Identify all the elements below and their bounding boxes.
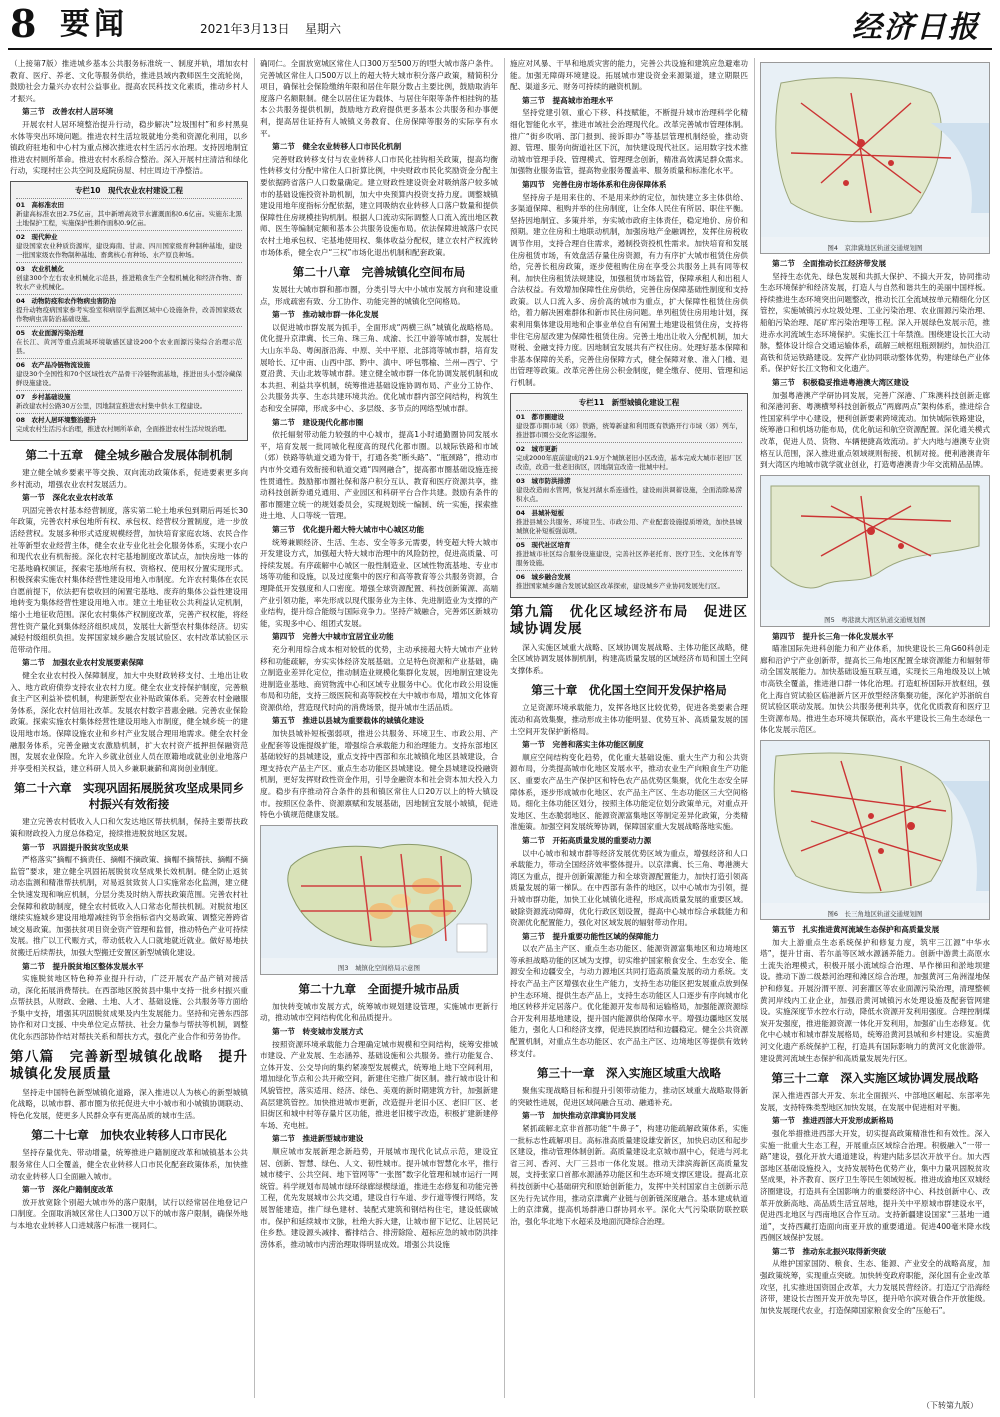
- box-row-title: 02 城市更新: [516, 444, 558, 453]
- paragraph: 以农产品主产区、重点生态功能区、能源资源富集地区和边境地区等承担战略功能的区域为支撑，切实维护国家粮食安全、生态安全、能源安全和边疆安全，与动力源地区共同打造高质量发展的动力系统。支持农产品主产区增强农业生产能力，支持生态功能区把发展重点放到保护生态环境、提供生态产品上，支持生态功能区人口逐步有序向城市化地区转移并定居落户。优化能源开发布局和运输格局，加强能源资源综合开发利用基地建设，提升国内能源供给保障水平。增强边疆地区发展能力，强化人口和经济支撑，促进民族团结和边疆稳定。健全公共资源配置机制，对重点生态功能区、农产品主产区、边境地区等提供有效转移支付。: [510, 944, 748, 1058]
- paragraph: 加快县城补短板强弱项，推进公共服务、环境卫生、市政公用、产业配套等设施提级扩能，增强综合承载能力和治理能力。支持东部地区基础较好的县城建设，重点支持中西部和东北城镇化地区县城建设，合理支持农产品主产区、重点生态功能区县城建设。健全县城建设投融资机制，更好发挥财政性资金作用，引导金融资本和社会资本加大投入力度。稳步有序推动符合条件的县和镇区常住人口20万以上的特大镇设市。按照区位条件、资源禀赋和发展基础，因地制宜发展小城镇，促进特色小镇规范健康发展。: [260, 729, 498, 820]
- box-row: [16, 294, 242, 326]
- paragraph: 开展农村人居环境整治提升行动，稳步解决“垃圾围村”和乡村黑臭水体等突出环境问题。推进农村生活垃圾就地分类和资源化利用，以乡镇政府驻地和中心村为重点梯次推进农村生活污水治理。支持因地制宜推进农村厕所革命。推进农村水系综合整治。深入开展村庄清洁和绿化行动，实现村庄公共空间及庭院房屋、村庄周边干净整洁。: [10, 119, 248, 176]
- box-row: [16, 413, 242, 436]
- paragraph: 聚焦实现战略目标和提升引领带动能力，推动区域重大战略取得新的突破性进展，促进区域间融合互动、融通补充。: [510, 1086, 748, 1107]
- section-heading: 第三节 优化提升超大特大城市中心城区功能: [272, 524, 425, 534]
- chapter-heading: 第三十二章 深入实施区域协调发展战略: [771, 1071, 979, 1086]
- paragraph: 建立健全城乡要素平等交换、双向流动政策体系，促进要素更多向乡村流动，增强农业农村发展活力。: [10, 467, 248, 489]
- masthead-logo: 经济日报: [852, 10, 980, 45]
- box-row-text: 推进县城公共服务、环境卫生、市政公用、产业配套设施提质增效，加快县城城镇化补短板强弱项。: [516, 517, 742, 535]
- paragraph: 坚持房子是用来住的、不是用来炒的定位，加快建立多主体供给、多渠道保障、租购并举的住房制度，让全体人民住有所居、职住平衡。坚持因地制宜、多策并举，夯实城市政府主体责任，稳定地价、房价和预期。建立住房和土地联动机制，加强房地产金融调控，发挥住房税收调节作用，支持合理自住需求，遏制投资投机性需求。加快培育和发展住房租赁市场，有效盘活存量住房资源，有力有序扩大城市租赁住房供给，完善长租房政策，逐步使租购住房在享受公共服务上具有同等权利。加快住房租赁法规建设，加强租赁市场监管，保障承租人和出租人合法权益。有效增加保障性住房供给，完善住房保障基础性制度和支持政策。以人口流入多、房价高的城市为重点，扩大保障性租赁住房供给，着力解决困难群体和新市民住房问题。单列租赁住房用地计划，探索利用集体建设用地和企事业单位自有闲置土地建设租赁住房，支持将非住宅房屋改建为保障性租赁住房。完善土地出让收入分配机制，加大财税、金融支持力度。因地制宜发展共有产权住房。处理好基本保障和非基本保障的关系，完善住房保障方式，健全保障对象、准入门槛、退出管理等政策。改革完善住房公积金制度，健全缴存、使用、管理和运行机制。: [510, 192, 748, 388]
- header-rule: [8, 48, 992, 50]
- box-row-text: 推进城市社区综合服务设施建设，完善社区养老托育、医疗卫生、文化体育等服务设施。: [516, 549, 742, 567]
- paragraph: 依托辐射带动能力较强的中心城市，提高1小时通勤圈协同发展水平，培育发展一批同城化程度高的现代化都市圈。以城际铁路和市域（郊）铁路等轨道交通为骨干，打通各类“断头路”、“瓶颈路”，推动市内市外交通有效衔接和轨道交通“四网融合”，提高都市圈基础设施连接性贯通性。鼓励都市圈社保和落户积分互认、教育和医疗资源共享，推动科技创新券通兑通用、产业园区和科研平台合作共建。鼓励有条件的都市圈建立统一的规划委员会，实现规划统一编制、统一实施，探索推进土地、人口等统一管理。: [260, 430, 498, 521]
- paragraph: 放开放宽除个别超大城市外的落户限制，试行以经常居住地登记户口制度。全面取消城区常住人口300万以下的城市落户限制，确保外地与本地农业转移人口进城落户标准一视同仁。: [10, 1197, 248, 1230]
- box-title: 专栏11 新型城镇化建设工程: [578, 397, 680, 407]
- yrd-rail-map: [761, 741, 989, 903]
- column-3: [510, 58, 748, 1408]
- paragraph: 瞄准国际先进科创能力和产业体系，加快建设长三角G60科创走廊和沿沪宁产业创新带，提高长三角地区配置全球资源能力和辐射带动全国发展能力。加快基础设施互联互通，实现长三角地级及以上城市高铁全覆盖，推进港口群一体化治理。打造虹桥国际开放枢纽，强化上海自贸试验区临港新片区开放型经济集聚功能，深化沪苏浙皖自贸试验区联动发展。加快公共服务便利共享，优化优质教育和医疗卫生资源布局。推进生态环境共保联治，高水平建设长三角生态绿色一体化发展示范区。: [760, 644, 990, 735]
- section-heading: 第二节 加强农业农村发展要素保障: [22, 658, 144, 668]
- map-caption: 图6 长三角地区轨道交通规划图: [827, 909, 923, 918]
- box-row-text: 创建300个左右农业机械化示范县，推进粮食生产全程机械化和经济作物、畜牧水产业机械化。: [16, 273, 242, 291]
- chapter-heading: 第二十七章 加快农业转移人口市民化: [31, 1128, 227, 1143]
- issue-date: 2021年3月13日: [200, 22, 290, 36]
- box-row: [16, 198, 242, 230]
- box-row-text: 建设30个全国性和70个区域性农产品骨干冷链物流基地，推进田头小型冷藏保鲜设施建设。: [16, 369, 242, 387]
- box-row-title: 01 高标准农田: [16, 200, 65, 209]
- paragraph: 以中心城市和城市群等经济发展优势区域为重点，增强经济和人口承载能力，带动全国经济效率整体提升。以京津冀、长三角、粤港澳大湾区为重点，提升创新策源能力和全球资源配置能力，加快打造引领高质量发展的第一梯队。在中西部有条件的地区，以中心城市为引领，提升城市群功能，加快工业化城镇化进程，形成高质量发展的重要区域。破除资源流动障碍，优化行政区划设置，提高中心城市综合承载能力和资源优化配置能力，强化对区域发展的辐射带动作用。: [510, 848, 748, 928]
- continued-note: （下转第九版）: [922, 1401, 978, 1410]
- box-row: [516, 538, 742, 570]
- box-row-title: 05 农业面源污染治理: [16, 328, 84, 337]
- box-row-text: 建设改造雨水管网，恢复河湖水系连通性，建设雨洪调蓄设施，全面消除易涝积水点。: [516, 485, 742, 503]
- column-divider: [754, 58, 755, 1398]
- section-heading: 第一节 深化农业农村改革: [22, 493, 114, 503]
- column-divider: [504, 58, 505, 1398]
- box-row-text: 完成农村生活污水治理，推进农村厕所革命，全面推进农村生活垃圾治理。: [16, 424, 231, 433]
- box-row-text: 建设都市圈市域（郊）铁路，统筹新建和利用既有铁路开行市域（郊）列车，推进都市圈公交化客运服务。: [516, 421, 742, 439]
- paragraph: 发展壮大城市群和都市圈，分类引导大中小城市发展方向和建设重点，形成疏密有致、分工协作、功能完善的城镇化空间格局。: [260, 285, 498, 306]
- section-heading: 第二节 开拓高质量发展的重要动力源: [522, 835, 652, 845]
- box-row-title: 08 农村人居环境整治提升: [16, 415, 97, 424]
- chapter-heading: 第二十九章 全面提升城市品质: [298, 981, 460, 996]
- paragraph: 坚持存量优先、带动增量，统筹推进户籍制度改革和城镇基本公共服务常住人口全覆盖，健全农业转移人口市民化配套政策体系，加快推动农业转移人口全面融入城市。: [10, 1148, 248, 1181]
- part-heading: 第九篇 优化区域经济布局 促进区域协调发展: [510, 603, 748, 637]
- sidebar-box-11: [510, 393, 748, 598]
- section-heading: 第五节 推进以县城为重要载体的城镇化建设: [272, 716, 425, 726]
- box-row: [516, 410, 742, 442]
- section-heading: 第一节 转变城市发展方式: [272, 1027, 364, 1036]
- section-heading: 第四节 提升长三角一体化发展水平: [772, 631, 894, 641]
- section-heading: 第二节 建设现代化都市圈: [272, 417, 364, 427]
- paragraph: 统筹兼顾经济、生活、生态、安全等多元需要，转变超大特大城市开发建设方式，加强超大特大城市治理中的风险防控，促进高质量、可持续发展。有序疏解中心城区一般性制造业、区域性物流基地、专业市场等功能和设施，以及过度集中的医疗和高等教育等公共服务资源，合理降低开发强度和人口密度。增强全球资源配置、科技创新策源、高端产业引领功能，率先形成以现代服务业为主体、先进制造业为支撑的产业结构，提升综合能级与国际竞争力。坚持产城融合，完善郊区新城功能，实现多中心、组团式发展。: [260, 537, 498, 628]
- page-number: 8: [10, 1, 37, 46]
- box-row-text: 推进国家城乡融合发展试验区改革探索，建设城乡产业协同发展先行区。: [516, 581, 724, 590]
- paragraph: 确同仁。全面放宽城区常住人口300万至500万的Ⅰ型大城市落户条件。完善城区常住人口500万以上的超大特大城市积分落户政策，精简积分项目，确保社会保险缴纳年限和居住年限分数占主要比例，鼓励取消年度落户名额限制。健全以居住证为载体、与居住年限等条件相挂钩的基本公共服务提供机制，鼓励地方政府提供更多基本公共服务和办事便利，提高居住证持有人城镇义务教育、住房保障等服务的实际享有水平。: [260, 59, 498, 138]
- paragraph: 立足资源环境承载能力，发挥各地区比较优势，促进各类要素合理流动和高效集聚，推动形成主体功能明显、优势互补、高质量发展的国土空间开发保护新格局。: [510, 703, 748, 736]
- section-heading: 第三节 积极稳妥推进粤港澳大湾区建设: [772, 377, 909, 387]
- section-heading: 第三节 改善农村人居环境: [22, 107, 114, 117]
- box-row: [516, 506, 742, 538]
- box-row-title: 04 动物防疫和农作物病虫害防治: [16, 296, 117, 305]
- paragraph: 加大上游重点生态系统保护和修复力度，筑牢三江源“中华水塔”，提升甘南、若尔盖等区域水源涵养能力。创新中游黄土高原水土流失治理模式，积极开展小流域综合治理、旱作梯田和淤地坝建设。推动下游二级悬河治理和滩区综合治理，加强黄河三角洲湿地保护和修复。开展汾渭平原、河套灌区等农业面源污染治理，清理整顿黄河岸线内工业企业，加强沿黄河城镇污水处理设施及配套管网建设。实施深度节水控水行动，降低水资源开发利用强度。合理控制煤炭开发强度，推进能源资源一体化开发利用，加强矿山生态修复。优化中心城市和城市群发展格局，统筹沿黄河县城和乡村建设。实施黄河文化遗产系统保护工程，打造具有国际影响力的黄河文化旅游带。建设黄河流域生态保护和高质量发展先行区。: [760, 937, 990, 1063]
- box-row-title: 06 城乡融合发展: [516, 572, 571, 581]
- chapter-heading: 第三十章 优化国土空间开发保护格局: [531, 683, 727, 698]
- section-heading: 第一节 推动城市群一体化发展: [272, 310, 379, 320]
- gba-rail-map: [761, 476, 989, 610]
- section-heading: 第二节 推动东北振兴取得新突破: [772, 1246, 887, 1256]
- paragraph: 充分利用综合成本相对较低的优势，主动承接超大特大城市产业转移和功能疏解，夯实实体经济发展基础。立足特色资源和产业基础，确立制造业差异化定位，推动制造业规模化集群化发展，因地制宜建设先进制造业基地、商贸物流中心和区域专业服务中心。优化市政公用设施布局和功能，支持三级医院和高等院校在大中城市布局，增加文化体育资源供给，营造现代时尚的消费场景，提升城市生活品质。: [260, 644, 498, 712]
- issue-weekday: 星期六: [305, 22, 342, 36]
- box-row: [16, 262, 242, 294]
- paragraph: 坚持党建引领、重心下移、科技赋能，不断提升城市治理科学化精细化智能化水平，推进市域社会治理现代化。改革完善城市管理体制。推广“街乡吹哨、部门报到、接诉即办”等基层管理机制经验，推动资源、管理、服务向街道社区下沉，加快建设现代社区。运用数字技术推动城市管理手段、管理模式、管理理念创新，精准高效满足群众需求。加强物业服务监管，提高物业服务覆盖率、服务质量和标准化水平。: [510, 108, 748, 176]
- paragraph: 按照资源环境承载能力合理确定城市规模和空间结构，统筹安排城市建设、产业发展、生态涵养、基础设施和公共服务。推行功能复合、立体开发、公交导向的集约紧凑型发展模式，统筹地上地下空间利用，增加绿化节点和公共开敞空间，新建住宅推广街区制。推行城市设计和风貌管控，落实适用、经济、绿色、美观的新时期建筑方针，加强新建高层建筑管控。加快推进城市更新，改造提升老旧小区、老旧厂区、老旧街区和城中村等存量片区功能，推进老旧楼宇改造，积极扩建新建停车场、充电桩。: [260, 1039, 498, 1130]
- section-title: 要闻: [60, 7, 128, 42]
- box-row-title: 05 现代社区培育: [516, 540, 571, 549]
- section-heading: 第一节 推进西部大开发形成新格局: [772, 1116, 894, 1126]
- section-heading: 第一节 完善和落实主体功能区制度: [522, 740, 644, 750]
- box-row: [516, 570, 742, 593]
- box-row: [516, 442, 742, 474]
- column-1: [10, 58, 248, 1408]
- paragraph: 从维护国家国防、粮食、生态、能源、产业安全的战略高度，加强政策统筹，实现重点突破。加快转变政府职能，深化国有企业改革攻坚，扎实推进国资国企改革，大力发展民营经济。打造辽宁沿海经济带，建设长吉图开发开放先导区，提升哈尔滨对俄合作开放能级。加快发展现代农业，打造保障国家粮食安全的“压舱石”。: [760, 1259, 990, 1315]
- box-row-text: 新建高标准农田2.75亿亩，其中新增高效节水灌溉面积0.6亿亩。实施东北黑土地保护工程，实施保护性耕作面积0.9亿亩。: [16, 209, 242, 227]
- box-row: [16, 390, 242, 413]
- box-row: [16, 358, 242, 390]
- section-heading: 第一节 加快推动京津冀协同发展: [522, 1111, 637, 1121]
- map-caption: 图4 京津冀地区轨道交通规划图: [827, 243, 923, 252]
- column-2: [260, 58, 498, 1408]
- paragraph: 紧抓疏解北京非首都功能“牛鼻子”，构建功能疏解政策体系，实施一批标志性疏解项目。高标准高质量建设雄安新区，加快启动区和起步区建设，推动管理体制创新。高质量建设北京城市副中心，促进与河北省三河、香河、大厂三县市一体化发展。推动天津滨海新区高质量发展，支持张家口首都水源涵养功能区和生态环境支撑区建设。提高北京科技创新中心基础研究和原始创新能力，发挥中关村国家自主创新示范区先行先试作用，推动京津冀产业链与创新链深度融合。基本建成轨道上的京津冀，提高机场群港口群协同水平。深化大气污染联防联控联治，强化华北地下水超采及地面沉降综合治理。: [510, 1124, 748, 1226]
- paragraph: 健全农业农村投入保障制度，加大中央财政转移支付、土地出让收入、地方政府债券支持农业农村力度。健全农业支持保护制度，完善粮食主产区利益补偿机制，构建新型农业补贴政策体系。完善农村金融服务体系，深化农村信用社改革。发展农村数字普惠金融。完善农业保险政策。探索实施农村集体经营性建设用地入市制度，健全城乡统一的建设用地市场。保障设施农业和乡村产业发展合理用地需求。健全农村金融服务体系，完善金融支农激励机制，扩大农村资产抵押担保融资范围，发展农业保险。允许入乡就业创业人员在原籍地或就业创业地落户并享受相关权益，建立科研人员入乡兼职兼薪和离岗创业制度。: [10, 671, 248, 773]
- paragraph: 巩固完善农村基本经营制度，落实第二轮土地承包到期后再延长30年政策，完善农村承包地所有权、承包权、经营权分置制度，进一步放活经营权。发展多种形式适度规模经营，加快培育家庭农场、农民合作社等新型农业经营主体，健全农业专业化社会化服务体系，实现小农户和现代农业有机衔接。深化农村宅基地制度改革试点，加快房地一体的宅基地确权颁证，探索宅基地所有权、资格权、使用权分置实现形式。积极探索实施农村集体经营性建设用地入市制度。允许农村集体在农民自愿前提下，依法把有偿收回的闲置宅基地、废弃的集体公益性建设用地转变为集体经营性建设用地入市。建立土地征收公共利益认定机制，缩小土地征收范围。深化农村集体产权制度改革，完善产权权能，将经营性资产量化到集体经济组织成员，发展壮大新型农村集体经济。切实减轻村级组织负担。发挥国家城乡融合发展试验区、农村改革试验区示范带动作用。: [10, 505, 248, 654]
- box-row-title: 06 农产品冷链物流设施: [16, 360, 91, 369]
- section-heading: 第三节 提高城市治理水平: [522, 95, 614, 105]
- map-caption: 图3 城镇化空间格局示意图: [337, 964, 421, 973]
- yrd-map-figure: [760, 740, 990, 920]
- sidebar-box-10: [10, 181, 248, 441]
- section-heading: 第二节 健全农业转移人口市民化机制: [272, 142, 402, 152]
- box-row-title: 01 都市圈建设: [516, 412, 565, 421]
- box-row: [516, 474, 742, 506]
- section-heading: 第四节 完善住房市场体系和住房保障体系: [522, 179, 667, 189]
- paragraph: 深入实施区域重大战略、区域协调发展战略、主体功能区战略，健全区域协调发展体制机制，构建高质量发展的区域经济布局和国土空间支撑体系。: [510, 642, 748, 675]
- box-title: 专栏10 现代农业农村建设工程: [75, 185, 183, 195]
- box-row: [16, 326, 242, 358]
- paragraph: 实施脱贫地区特色种养业提升行动，广泛开展农产品产销对接活动，深化拓展消费帮扶。在西部地区脱贫县中集中支持一批乡村振兴重点帮扶县，从财政、金融、土地、人才、基础设施、公共服务等方面给予集中支持，增强其巩固脱贫成果及内生发展能力。坚持和完善东西部协作和对口支援、中央单位定点帮扶、社会力量参与帮扶等机制，调整优化东西部协作结对帮扶关系和帮扶方式，强化产业合作和劳务协作。: [10, 974, 248, 1042]
- paragraph: 严格落实“摘帽不摘责任、摘帽不摘政策、摘帽不摘帮扶、摘帽不摘监管”要求，建立健全巩固拓展脱贫攻坚成果长效机制。健全防止返贫动态监测和精准帮扶机制，对易返贫致贫人口实施常态化监测，建立健全快速发现和响应机制，分层分类及时纳入帮扶政策范围。完善农村社会保障和救助制度，健全农村低收入人口常态化帮扶机制。对脱贫地区继续实施城乡建设用地增减挂钩节余指标省内交易政策、调整完善跨省域交易政策。加强扶贫项目资金资产管理和监督，推动特色产业可持续发展。推广以工代赈方式，带动低收入人口就地就近就业。做好易地扶贫搬迁后续帮扶，加强大型搬迁安置区新型城镇化建设。: [10, 855, 248, 957]
- box-row-title: 02 现代种业: [16, 232, 58, 241]
- jingjinji-rail-map: [761, 63, 989, 237]
- column-4: [760, 58, 990, 1388]
- chapter-heading: 第三十一章 深入实施区域重大战略: [537, 1066, 721, 1081]
- paragraph: 坚持走中国特色新型城镇化道路，深入推进以人为核心的新型城镇化战略，以城市群、都市圈为依托促进大中小城市和小城镇协调联动、特色化发展，使更多人民群众享有更高品质的城市生活。: [10, 1087, 248, 1120]
- paragraph: 建立完善农村低收入人口和欠发达地区帮扶机制，保持主要帮扶政策和财政投入力度总体稳定，接续推进脱贫地区发展。: [10, 817, 248, 838]
- jingjinji-map-figure: [760, 62, 990, 254]
- section-heading: 第二节 提升脱贫地区整体发展水平: [22, 961, 144, 971]
- paragraph: 顺应空间结构变化趋势，优化重大基础设施、重大生产力和公共资源布局，分类提高城市化地区发展水平，推动农业生产向粮食生产功能区、重要农产品生产保护区和特色农产品优势区集聚，优化生态安全屏障体系，逐步形成城市化地区、农产品主产区、生态功能区三大空间格局。细化主体功能区划分，按照主体功能定位划分政策单元，对重点开发地区、生态脆弱地区、能源资源富集地区等制定差异化政策，分类精准施策。加强空间发展统筹协调，保障国家重大发展战略落地实施。: [510, 752, 748, 832]
- box-row-text: 新改建农村公路30万公里，因地制宜推进农村集中供水工程建设。: [16, 401, 207, 410]
- gba-map-figure: [760, 475, 990, 627]
- section-heading: 第二节 全面推动长江经济带发展: [772, 259, 887, 268]
- section-heading: 第四节 完善大中城市宜居宜业功能: [272, 632, 394, 642]
- chapter-heading: 第二十六章 实现巩固拓展脱贫攻坚成果同乡村振兴有效衔接: [14, 781, 244, 812]
- china-map-illustration: [261, 826, 497, 958]
- paragraph: 顺应城市发展新理念新趋势，开展城市现代化试点示范，建设宜居、创新、智慧、绿色、人文、韧性城市。提升城市智慧化水平，推行城市楼宇、公共空间、地下管网等“一张图”数字化管理和城市运行一网统管。科学规划布局城市绿环绿廊绿楔绿道，推进生态修复和功能完善工程，优先发展城市公共交通，建设自行车道、步行道等慢行网络，发展智能建造，推广绿色建材、装配式建筑和钢结构住宅，建设低碳城市。保护和延续城市文脉，杜绝大拆大建，让城市留下记忆、让居民记住乡愁。建设源头减排、蓄排结合、排涝除险、超标应急的城市防洪排涝体系，推动城市内涝治理取得明显成效。增强公共设施: [260, 1146, 498, 1249]
- page-header: [0, 0, 1000, 52]
- box-row-text: 建设国家农业种质资源库，建设海南、甘肃、四川国家级育种制种基地，建设一批国家级农作物制种基地、畜禽核心育种场、水产原良种场。: [16, 241, 242, 259]
- paragraph: 以促进城市群发展为抓手，全面形成“两横三纵”城镇化战略格局。优化提升京津冀、长三角、珠三角、成渝、长江中游等城市群，发展壮大山东半岛、粤闽浙沿海、中原、关中平原、北部湾等城市群，培育发展哈长、辽中南、山西中部、黔中、滇中、呼包鄂榆、兰州—西宁、宁夏沿黄、天山北坡等城市群。建立健全城市群一体化协调发展机制和成本共担、利益共享机制，统筹推进基础设施协调布局、产业分工协作、公共服务共享、生态共建环境共治。优化城市群内部空间结构，构筑生态和安全屏障，形成多中心、多层级、多节点的网络型城市群。: [260, 322, 498, 414]
- section-heading: 第二节 推进新型城市建设: [272, 1134, 364, 1144]
- section-heading: 第一节 深化户籍制度改革: [22, 1185, 114, 1195]
- paragraph: 强化举措推进西部大开发，切实提高政策精准性和有效性。深入实施一批重大生态工程，开展重点区域综合治理。积极融入“一带一路”建设，强化开放大通道建设，构建内陆多层次开放平台。加大西部地区基础设施投入，支持发展特色优势产业，集中力量巩固脱贫攻坚成果，补齐教育、医疗卫生等民生领域短板。推进成渝地区双城经济圈建设，打造具有全国影响力的重要经济中心、科技创新中心、改革开放新高地、高品质生活宜居地，提升关中平原城市群建设水平，促进西北地区与西南地区合作互动。支持新疆建设国家“三基地一通道”，支持西藏打造面向南亚开放的重要通道。促进400毫米降水线西侧区域保护发展。: [760, 1128, 990, 1243]
- section-heading: 第一节 巩固提升脱贫攻坚成果: [22, 842, 129, 852]
- paragraph: 加强粤港澳产学研协同发展，完善广深港、广珠澳科技创新走廊和深港河套、粤澳横琴科技创新极点“两廊两点”架构体系，推进综合性国家科学中心建设，便利创新要素跨境流动。加快城际铁路建设，统筹港口和机场功能布局，优化航运和航空资源配置。深化通关模式改革，促进人员、货物、车辆便捷高效流动。扩大内地与港澳专业资格互认范围，深入推进重点领域规则衔接、机制对接。便利港澳青年到大湾区内地城市就学就业创业，打造粤港澳青少年交流精品品牌。: [760, 390, 990, 470]
- chapter-heading: 第二十五章 健全城乡融合发展体制机制: [25, 447, 233, 462]
- section-heading: 第五节 扎实推进黄河流域生态保护和高质量发展: [772, 925, 940, 935]
- box-row-title: 04 县城补短板: [516, 508, 565, 517]
- urbanization-map-figure: [260, 825, 498, 975]
- box-row-text: 提升动物疫病国家参考实验室和病原学监测区域中心设施条件，改善国家级农作物病虫害防治基础设施。: [16, 305, 242, 323]
- box-row-title: 03 农业机械化: [16, 264, 65, 273]
- paragraph: 深入推进西部大开发、东北全面振兴、中部地区崛起、东部率先发展，支持特殊类型地区加快发展，在发展中促进相对平衡。: [760, 1091, 990, 1112]
- map-caption: 图5 粤港澳大湾区轨道交通规划图: [824, 616, 926, 625]
- paragraph: （上接第7版）推进城乡基本公共服务标准统一、制度并轨，增加农村教育、医疗、养老、文化等服务供给，推进县域内教师医生交流轮岗，鼓励社会力量兴办农村公益事业。提高农民科技文化素质，推动乡村人才振兴。: [10, 59, 248, 103]
- chapter-heading: 第二十八章 完善城镇化空间布局: [292, 265, 466, 280]
- paragraph: 坚持生态优先、绿色发展和共抓大保护、不搞大开发，协同推动生态环境保护和经济发展，打造人与自然和谐共生的美丽中国样板。持续推进生态环境突出问题整改，推动长江全流域按单元精细化分区管控，实施城镇污水垃圾处理、工业污染治理、农业面源污染治理、船舶污染治理、尾矿库污染治理等工程。深入开展绿色发展示范，推进赤水河流域生态环境保护。实施长江十年禁渔。围绕建设长江大动脉，整体设计综合交通运输体系，疏解三峡枢纽瓶颈制约，加快沿江高铁和货运铁路建设。发挥产业协同联动整体优势，构建绿色产业体系。保护好长江文物和文化遗产。: [760, 271, 990, 374]
- column-divider: [254, 58, 255, 1398]
- paragraph: 完善财政转移支付与农业转移人口市民化挂钩相关政策，提高均衡性转移支付分配中常住人口折算比例，中央财政市民化奖励资金分配主要依据跨省落户人口数量确定。建立财政性建设资金对吸纳落户较多城市的基础设施投资补助机制，加大中央预算内投资支持力度。调整城镇建设用地年度指标分配依据，建立同吸纳农业转移人口落户数量和提供保障性住房规模挂钩机制。根据人口流动实际调整人口流入流出地区教师、医生等编制定额和基本公共服务设施布局。依法保障进城落户农民农村土地承包权、宅基地使用权、集体收益分配权，建立农村产权流转市场体系，健全农户“三权”市场化退出机制和配套政策。: [260, 154, 498, 257]
- box-row-text: 完成2000年底前建成的21.9万个城镇老旧小区改造，基本完成大城市老旧厂区改造，改造一批老旧街区，因地制宜改造一批城中村。: [516, 453, 743, 471]
- section-heading: 第三节 提升重要功能性区域的保障能力: [522, 931, 659, 941]
- box-row-title: 03 城市防洪排涝: [516, 476, 571, 485]
- paragraph: 加快转变城市发展方式，统筹城市规划建设管理，实施城市更新行动，推动城市空间结构优化和品质提升。: [260, 1001, 498, 1023]
- box-row: [16, 230, 242, 262]
- part-heading: 第八篇 完善新型城镇化战略 提升城镇化发展质量: [10, 1048, 248, 1082]
- box-row-title: 07 乡村基础设施: [16, 392, 71, 401]
- paragraph: 施应对风暴、干旱和地质灾害的能力，完善公共设施和建筑应急避难功能。加强无障碍环境建设。拓展城市建设资金来源渠道，建立期限匹配、渠道多元、财务可持续的融资机制。: [510, 59, 748, 92]
- box-row-text: 在长江、黄河等重点流域环境敏感区建设200个农业面源污染综合治理示范县。: [16, 337, 242, 355]
